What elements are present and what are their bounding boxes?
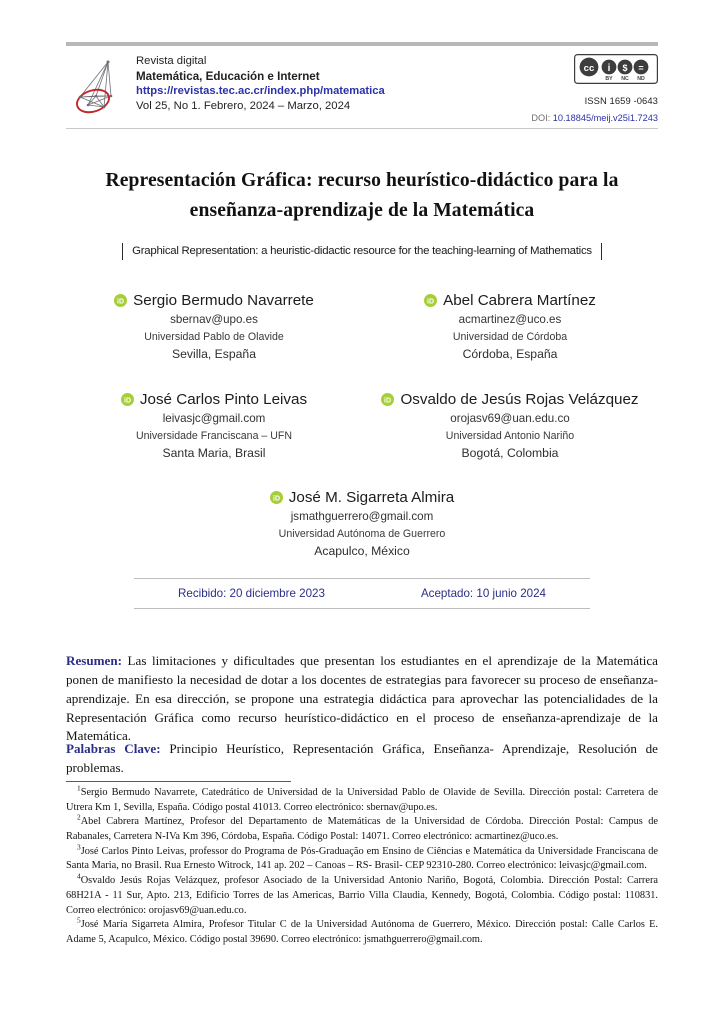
- footnote-marker: 1: [77, 783, 81, 793]
- svg-text:iD: iD: [427, 298, 435, 306]
- author-affiliation: Universidad Autónoma de Guerrero: [278, 528, 446, 540]
- svg-text:iD: iD: [123, 397, 131, 405]
- footnote-text: José María Sigarreta Almira, Profesor Titular C de la Universidad Autónoma de Guerrero, México. Dirección postal: Calle Carlos E. Adame 5, Acapulco, México. Código postal 39690. Correo electrónico: jsmathguerrero@gmail.com.: [66, 919, 658, 945]
- author-row-3: [66, 489, 658, 558]
- masthead-journal-url[interactable]: https://revistas.tec.ac.cr/index.php/matematica: [136, 85, 385, 98]
- author-email[interactable]: leivasjc@gmail.com: [162, 412, 266, 425]
- accepted-date: Aceptado: 10 junio 2024: [420, 587, 546, 600]
- footnote-separator-rule: [66, 781, 291, 782]
- author-card: [66, 292, 362, 361]
- authors-block: [66, 292, 658, 558]
- subtitle-left-bar: [122, 243, 124, 260]
- subtitle-right-bar: [601, 243, 603, 260]
- orcid-id-icon[interactable]: [381, 393, 394, 406]
- title-block: [92, 166, 632, 260]
- masthead-journal-name: Matemática, Educación e Internet: [136, 69, 320, 83]
- author-row-2: [66, 391, 658, 460]
- orcid-id-icon[interactable]: [121, 393, 134, 406]
- issn-text: ISSN 1659 -0643: [584, 95, 658, 106]
- footnote-marker: 3: [77, 842, 81, 852]
- author-location: Acapulco, México: [314, 544, 410, 558]
- footnote-item: [66, 871, 658, 918]
- footnotes-section: [66, 783, 658, 948]
- masthead-kicker: Revista digital: [136, 55, 207, 67]
- svg-text:iD: iD: [117, 298, 125, 306]
- footnote-text: Sergio Bermudo Navarrete, Catedrático de Universidad de la Universidad Pablo de Olavide de Sevilla. Dirección postal: Carretera de Utrera Km 1, Sevilla, España. Código postal 41013. Correo electrónico: sbernav@upo.es.: [66, 787, 658, 813]
- author-name: Sergio Bermudo Navarrete: [133, 292, 314, 309]
- abstract-label: Resumen:: [66, 653, 123, 668]
- svg-text:=: =: [638, 62, 644, 73]
- svg-text:BY: BY: [605, 76, 613, 82]
- author-card: [362, 391, 658, 460]
- footnote-item: [66, 842, 658, 874]
- abstract-section: [66, 652, 658, 746]
- orcid-id-icon[interactable]: [424, 294, 437, 307]
- author-name: José Carlos Pinto Leivas: [139, 391, 308, 408]
- svg-text:i: i: [607, 63, 611, 74]
- submission-dates: [134, 578, 590, 609]
- svg-text:$: $: [622, 63, 628, 73]
- keywords-section: [66, 740, 658, 778]
- received-date: Recibido: 20 diciembre 2023: [178, 587, 325, 600]
- doi-value[interactable]: 10.18845/meij.v25i1.7243: [552, 113, 658, 123]
- footnote-item: [66, 812, 658, 844]
- footnote-text: Abel Cabrera Martínez, Profesor del Departamento de Matemáticas de la Universidad de Córdoba. Dirección Postal: Campus de Rabanales, Carretera N-IVa Km 396, Córdoba, España. Código Postal: 14071. Correo electrónico: acmartinez@uco.es.: [66, 816, 658, 843]
- page-subtitle: Graphical Representation: a heuristic-didactic resource for the teaching-learning of Mathematics: [132, 245, 592, 258]
- creative-commons-by-nc-nd-badge[interactable]: [574, 54, 658, 84]
- author-card: [266, 489, 458, 558]
- footnote-marker: 5: [77, 915, 81, 925]
- svg-text:cc: cc: [583, 63, 595, 75]
- page-title: Representación Gráfica: recurso heurístico-didáctico para la enseñanza-aprendizaje de la Matemática: [105, 170, 619, 221]
- author-location: Santa Maria, Brasil: [162, 446, 266, 460]
- author-name: José M. Sigarreta Almira: [288, 489, 455, 506]
- svg-text:iD: iD: [384, 397, 392, 405]
- author-location: Sevilla, España: [171, 347, 256, 361]
- author-email[interactable]: jsmathguerrero@gmail.com: [290, 510, 434, 523]
- author-affiliation: Universidade Franciscana – UFN: [135, 430, 293, 442]
- masthead-volume-issue: Vol 25, No 1. Febrero, 2024 – Marzo, 2024: [136, 99, 351, 112]
- author-card: [66, 391, 362, 460]
- keywords-text: Principio Heurístico, Representación Gráfica, Enseñanza- Aprendizaje, Resolución de problemas.: [66, 741, 658, 775]
- footnote-marker: 2: [77, 812, 81, 822]
- author-card: [362, 292, 658, 361]
- author-email[interactable]: sbernav@upo.es: [170, 313, 258, 326]
- footnote-text: José Carlos Pinto Leivas, professor do Programa de Pós-Graduação em Ensino de Ciências e Matemática da Universidade Franciscana de Santa Maria, no Brasil. Rua Ernesto Witrock, 141 ap. 202 – Canoas – RS- Brasil- CEP 92310-280. Correo electrónico: leivasjc@gmail.com.: [66, 845, 658, 872]
- journal-masthead: [66, 42, 658, 129]
- svg-text:iD: iD: [272, 495, 280, 503]
- orcid-id-icon[interactable]: [114, 294, 127, 307]
- journal-geometry-logo: [66, 55, 128, 117]
- author-name: Abel Cabrera Martínez: [443, 292, 596, 309]
- author-row-1: [66, 292, 658, 361]
- masthead-bottom-rule: [66, 128, 658, 129]
- author-affiliation: Universidad Antonio Nariño: [445, 430, 575, 442]
- footnote-item: [66, 915, 658, 947]
- footnote-item: [66, 783, 658, 815]
- footnote-text: Osvaldo Jesús Rojas Velázquez, profesor Asociado de la Universidad Antonio Nariño, Bogotá, Colombia. Dirección Postal: Carrera 68H21A - 11 Sur, Apto. 213, Edificio Torres de las Americas, Barrio Villa Claudia, Kennedy, Bogotá, Colombia. Código postal: 110831. Correo electrónico: orojasv69@uan.edu.co.: [66, 875, 658, 916]
- author-name: Osvaldo de Jesús Rojas Velázquez: [400, 391, 639, 408]
- author-affiliation: Universidad Pablo de Olavide: [144, 331, 284, 343]
- dates-bottom-rule: [134, 608, 590, 609]
- svg-text:NC: NC: [621, 76, 629, 82]
- title-subtitle-row: [92, 243, 632, 260]
- keywords-label: Palabras Clave:: [66, 741, 161, 756]
- author-affiliation: Universidad de Córdoba: [452, 331, 568, 343]
- svg-text:ND: ND: [637, 76, 645, 82]
- author-location: Bogotá, Colombia: [461, 446, 559, 460]
- author-email[interactable]: orojasv69@uan.edu.co: [450, 412, 570, 425]
- footnote-marker: 4: [77, 871, 81, 881]
- author-email[interactable]: acmartinez@uco.es: [458, 313, 562, 326]
- orcid-id-icon[interactable]: [270, 491, 283, 504]
- abstract-text: Las limitaciones y dificultades que presentan los estudiantes en el aprendizaje de la Matemática ponen de manifiesto la necesidad de dotar a los docentes de estrategias para favorecer su proceso de enseñanza-aprendizaje. En esa dirección, se propone una estrategia didáctica para aprovechar las potencialidades de la Representación Gráfica como recurso heurístico-didáctico en el proceso de enseñanza-aprendizaje de la Matemática.: [66, 653, 658, 744]
- doi-label: DOI:: [531, 113, 551, 123]
- author-location: Córdoba, España: [462, 347, 558, 361]
- doi-line: [531, 113, 658, 123]
